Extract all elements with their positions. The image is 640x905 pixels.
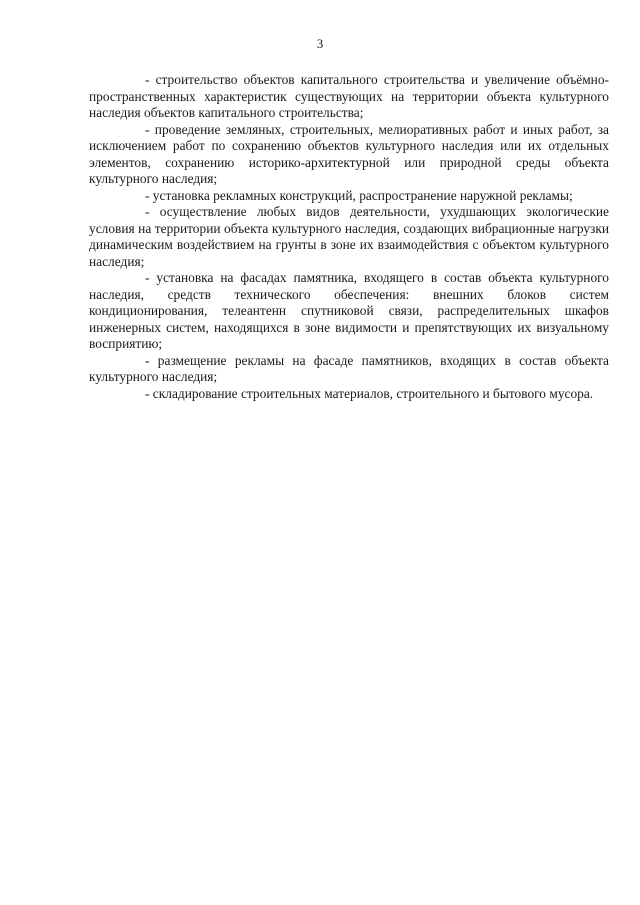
page-number: 3 — [316, 36, 324, 51]
list-item: - осуществление любых видов деятельности, ухудшающих экологические условия на территории объекта культурного наследия, создающих вибрационные нагрузки динамическим воздействием на грунты в зоне их взаимодействия с объектом культурного наследия; — [89, 204, 609, 269]
list-item: - установка на фасадах памятника, входящего в состав объекта культурного наследия, средств технического обеспечения: внешних блоков систем кондиционирования, телеантенн спутниковой связи, распределительных шкафов инженерных систем, находящихся в зоне видимости и препятствующих их визуальному восприятию; — [89, 270, 609, 351]
list-item: - строительство объектов капитального строительства и увеличение объёмно-пространственных характеристик существующих на территории объекта культурного наследия объектов капитального строительства; — [89, 72, 609, 120]
list-item: - проведение земляных, строительных, мелиоративных работ и иных работ, за исключением работ по сохранению объектов культурного наследия или их отдельных элементов, сохранению историко-архитектурной или природной среды объекта культурного наследия; — [89, 121, 609, 186]
document-body — [89, 72, 609, 402]
list-item: - установка рекламных конструкций, распространение наружной рекламы; — [145, 187, 573, 203]
list-item: - складирование строительных материалов, строительного и бытового мусора. — [145, 385, 594, 401]
list-item: - размещение рекламы на фасаде памятников, входящих в состав объекта культурного наследия; — [89, 352, 609, 384]
